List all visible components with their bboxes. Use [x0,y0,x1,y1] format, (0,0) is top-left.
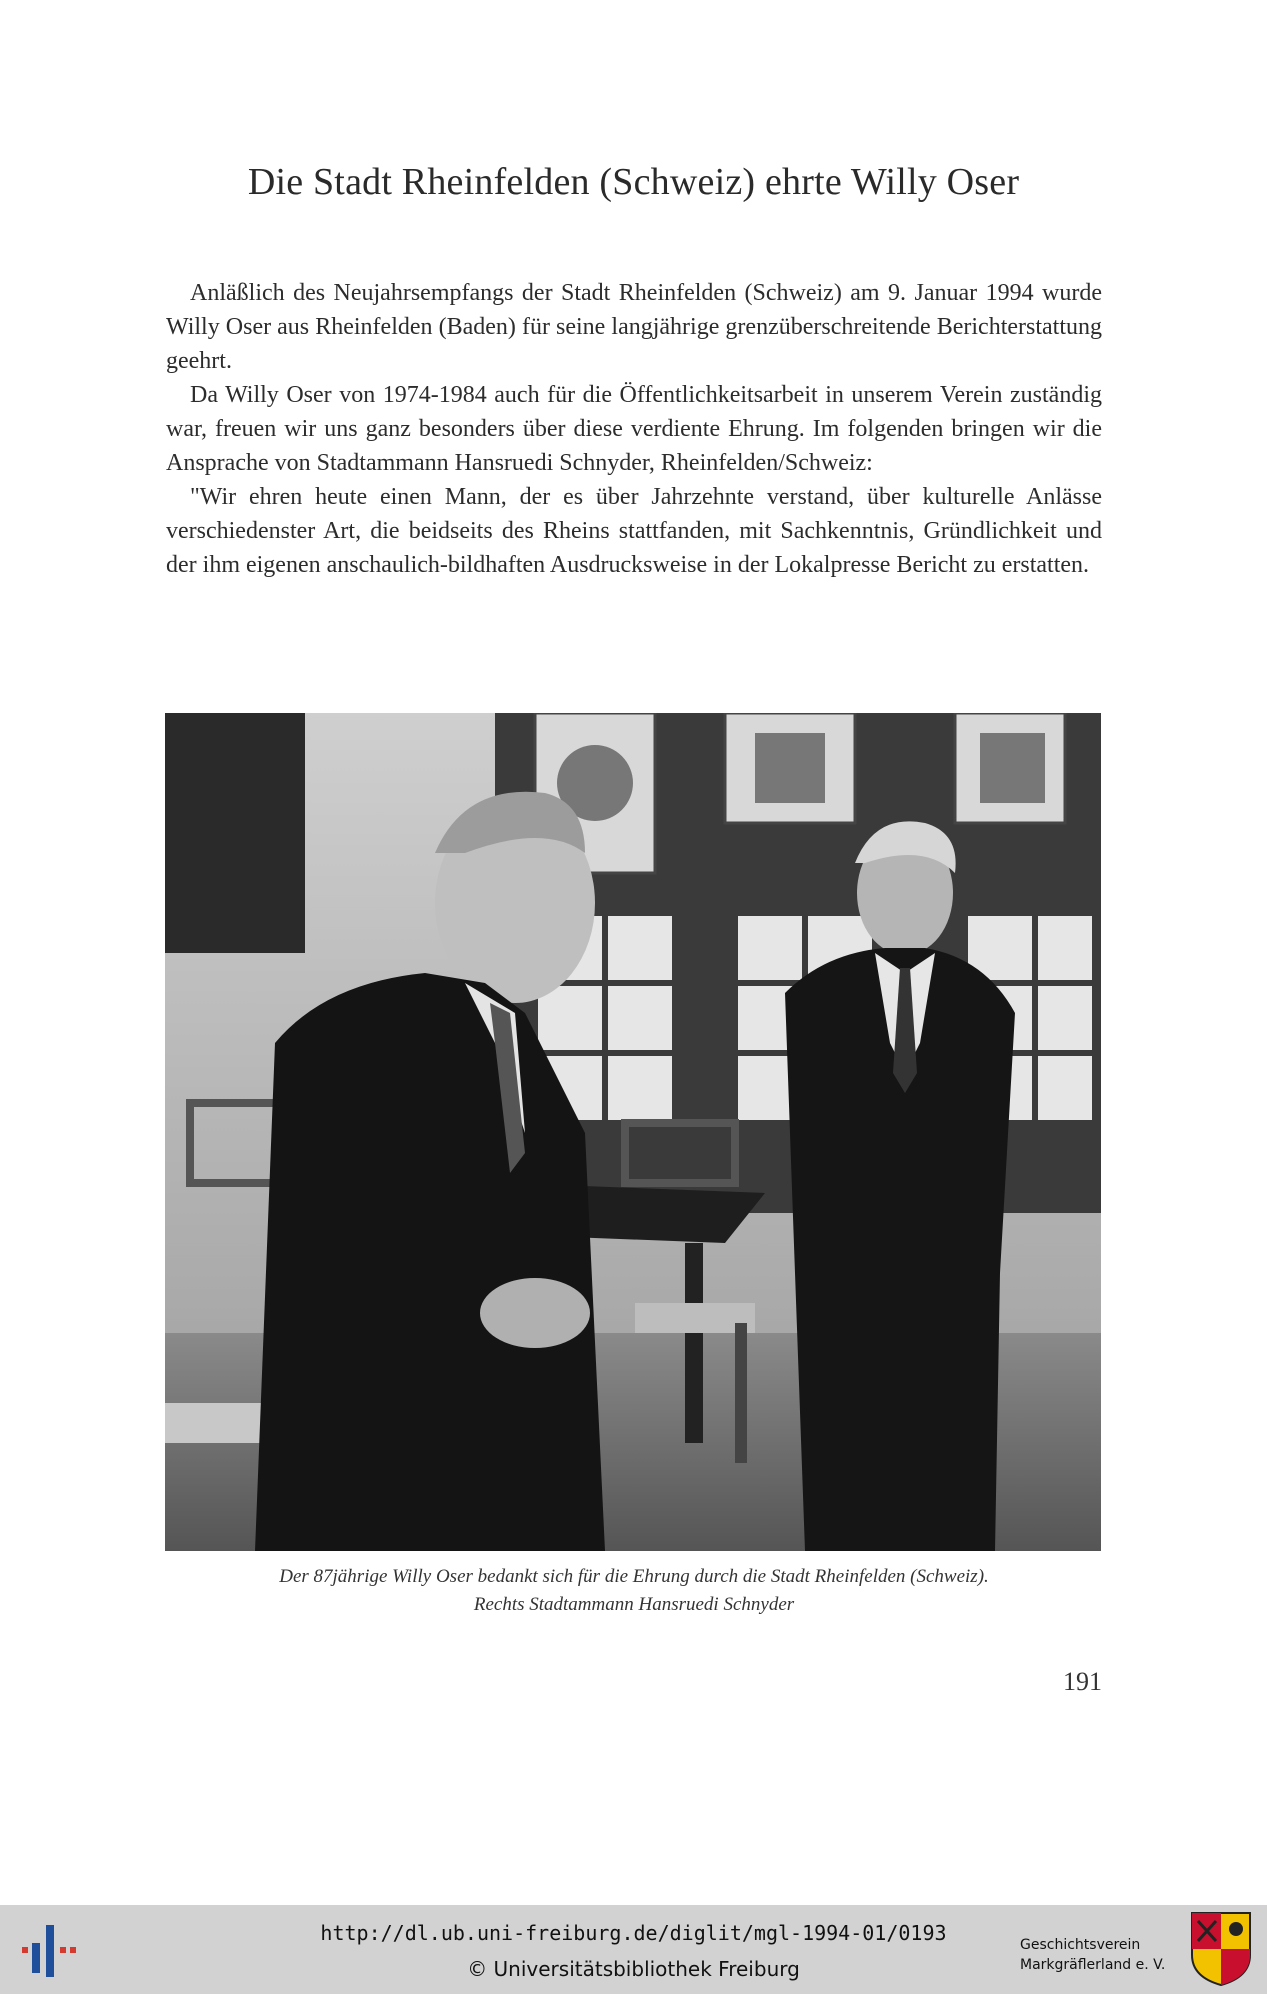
coat-of-arms-icon [1190,1911,1252,1987]
article-body [166,276,1102,582]
caption-line: Der 87jährige Willy Oser bedankt sich für die Ehrung durch die Stadt Rheinfelden (Schweiz). [279,1566,989,1587]
photo-illustration [165,713,1101,1551]
page-number: 191 [1063,1667,1102,1696]
viewer-footer [0,1905,1267,1994]
society-name [1020,1935,1180,1975]
society-line: Markgräflerland e. V. [1020,1957,1166,1973]
caption-line: Rechts Stadtammann Hansruedi Schnyder [473,1594,795,1615]
paragraph: "Wir ehren heute einen Mann, der es über Jahrzehnte verstand, über kulturelle Anlässe verschiedenster Art, die beidseits des Rheins stattfanden, mit Sachkenntnis, Gründlichkeit und der ihm eigenen anschaulich-bildhaften Ausdrucksweise in der Lokalpresse Bericht zu erstatten. [166,484,1102,578]
permalink-url[interactable]: http://dl.ub.uni-freiburg.de/diglit/mgl-1994-01/0193 [320,1921,947,1945]
paragraph: Anläßlich des Neujahrsempfangs der Stadt Rheinfelden (Schweiz) am 9. Januar 1994 wurde Willy Oser aus Rheinfelden (Baden) für seine langjährige grenzüberschreitende Berichterstattung geehrt. [166,280,1102,374]
photo-caption [166,1563,1102,1619]
article-title: Die Stadt Rheinfelden (Schweiz) ehrte Willy Oser [247,161,1020,203]
paragraph: Da Willy Oser von 1974-1984 auch für die Öffentlichkeitsarbeit in unserem Verein zuständig war, freuen wir uns ganz besonders über diese verdiente Ehrung. Im folgenden bringen wir die Ansprache von Stadtammann Hansruedi Schnyder, Rheinfelden/Schweiz: [166,382,1102,476]
copyright-text: © Universitätsbibliothek Freiburg [467,1957,800,1981]
photograph [165,713,1101,1551]
society-line: Geschichtsverein [1020,1937,1141,1953]
